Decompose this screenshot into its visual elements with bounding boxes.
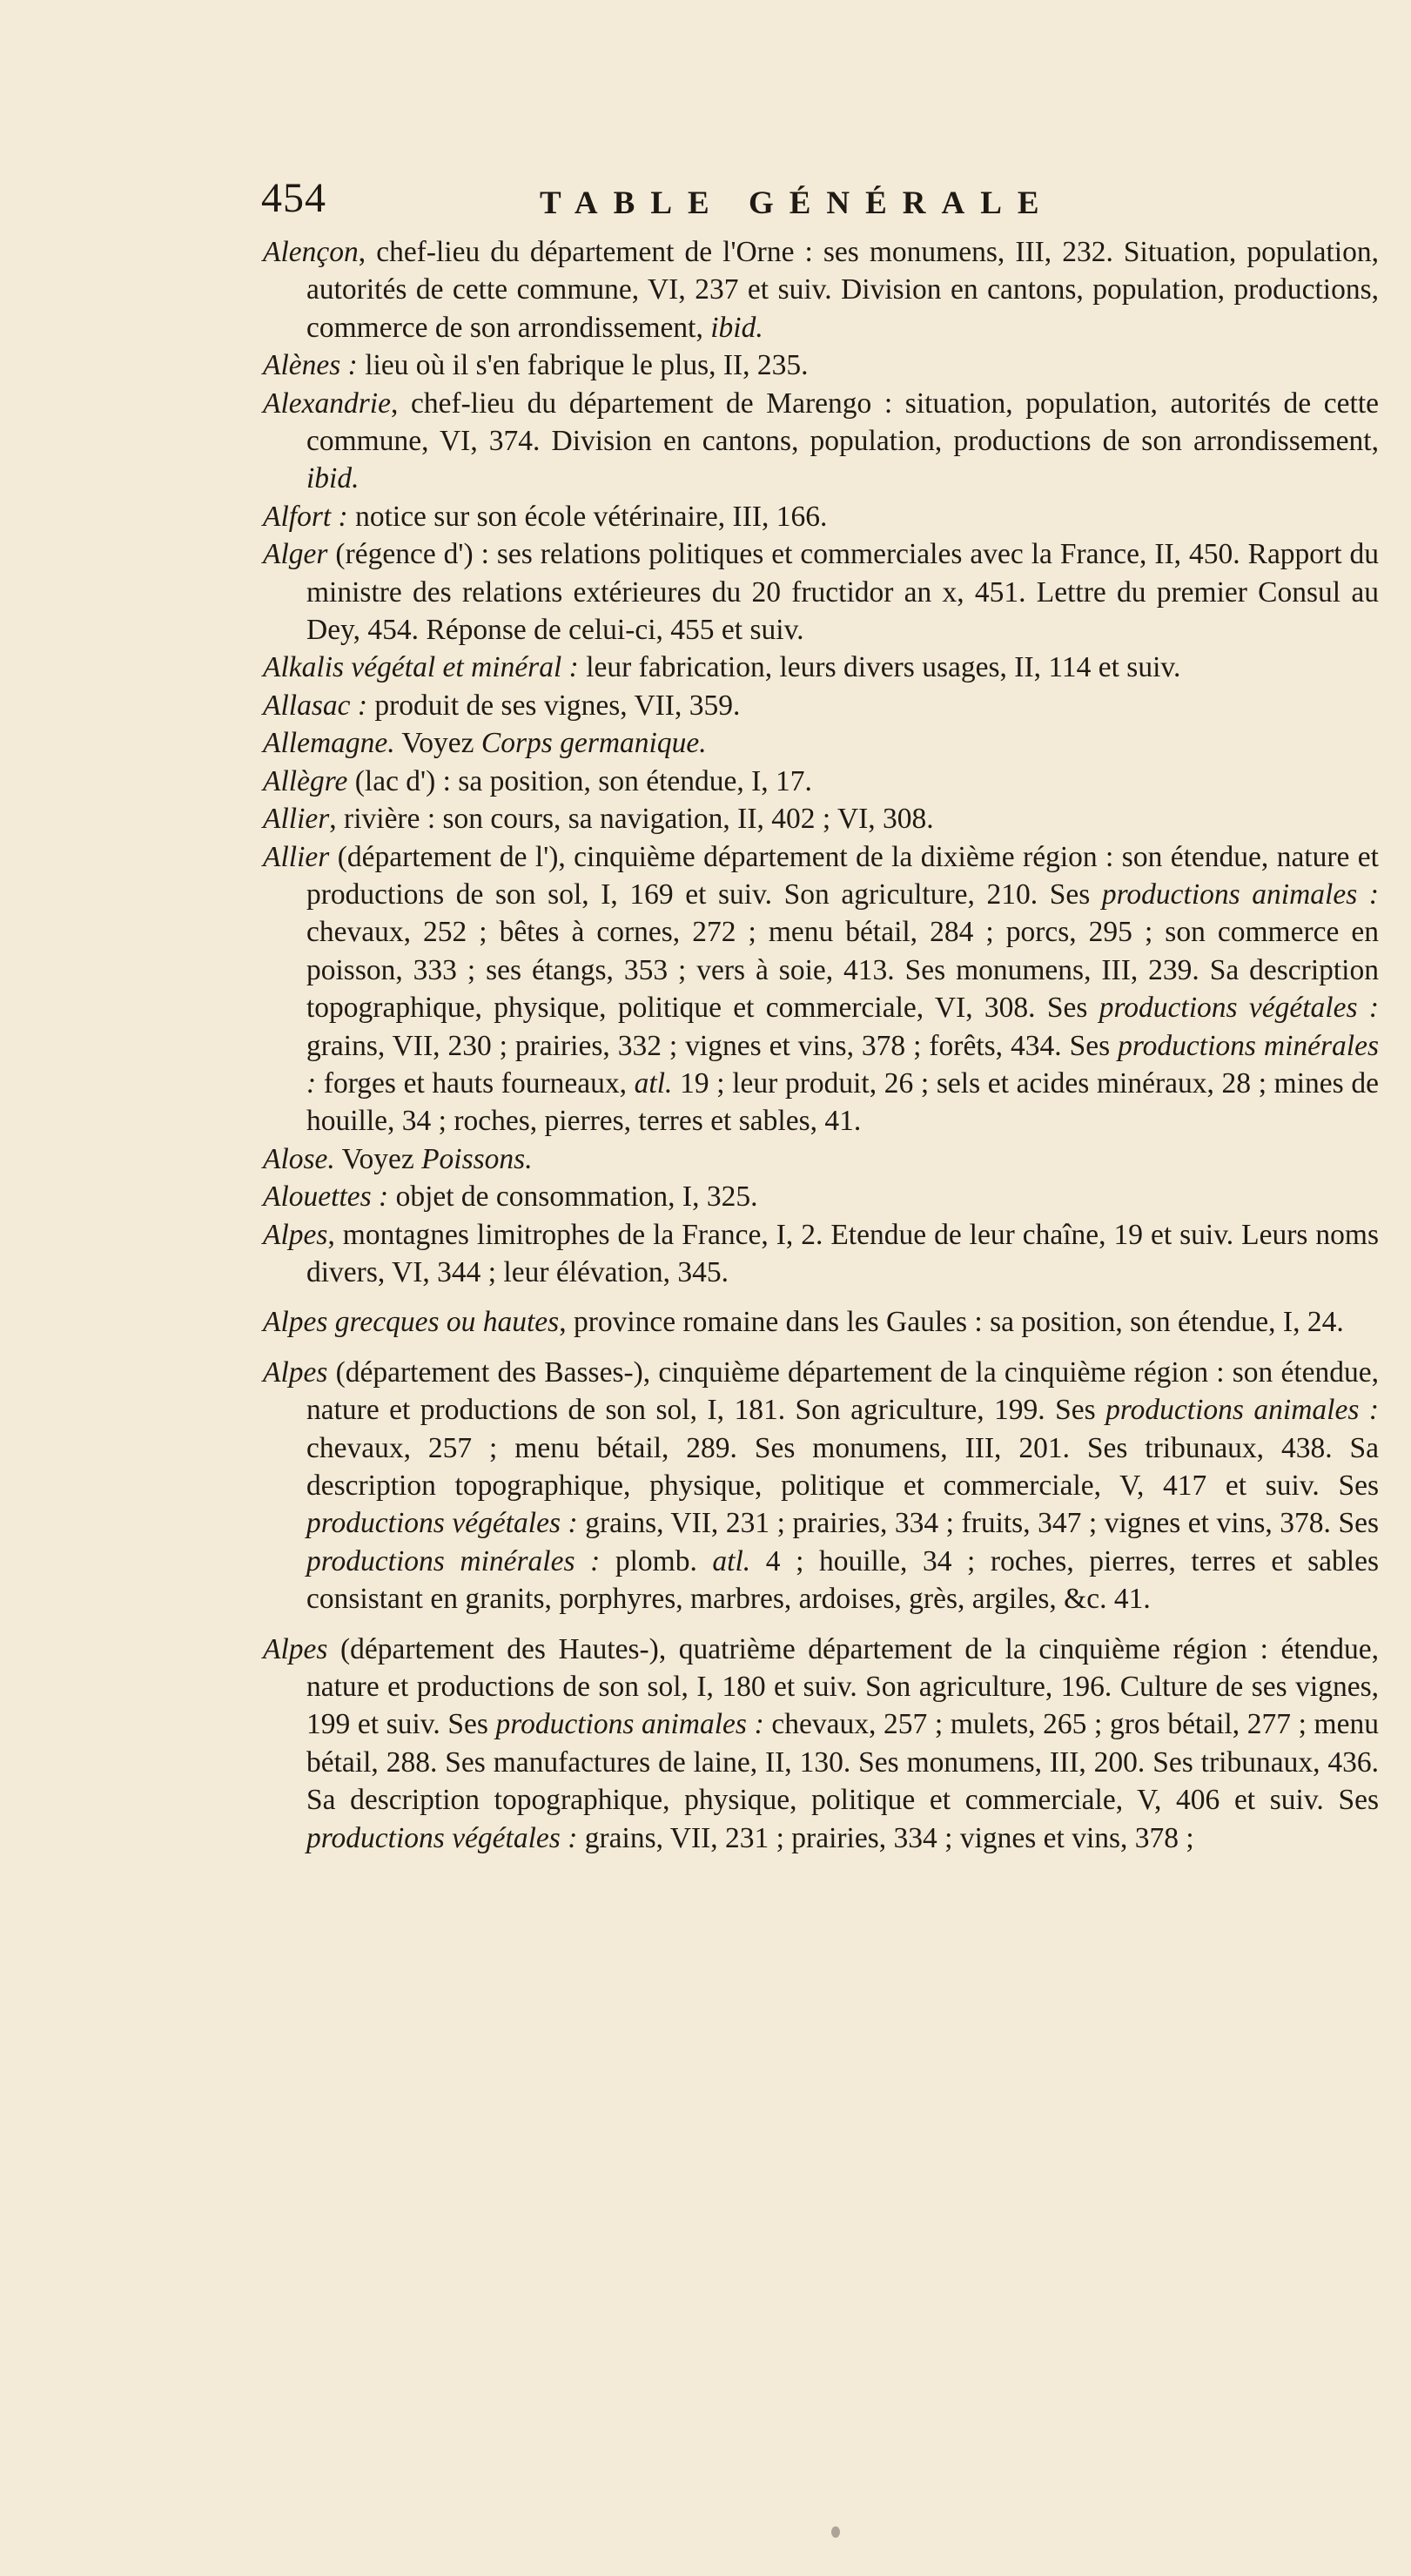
entry-headword: Alpes grecques ou hautes	[263, 1306, 560, 1339]
entry-text: (département de l'), cinquième département de la dixième région : son étendue, nature et productions de son sol, I, 169 et suiv. Son agriculture, 210. Ses	[306, 840, 1379, 911]
entry-text: chevaux, 252 ; bêtes à cornes, 272 ; menu bétail, 284 ; porcs, 295 ; son commerce en poisson, 333 ; ses étangs, 353 ; vers à soie, 413. Ses monumens, III, 239. Sa description topographique, physique, politique et commerciale, VI, 308. Ses	[306, 916, 1379, 1025]
italic-text: productions animales :	[1101, 878, 1380, 911]
index-entry	[263, 1178, 1379, 1215]
italic-text: productions animales :	[495, 1708, 764, 1741]
italic-text: ibid.	[710, 311, 763, 344]
index-entry	[263, 346, 1379, 384]
entry-headword: Allemagne.	[263, 727, 395, 760]
index-entry	[263, 385, 1379, 498]
entry-text: (département des Hautes-), quatrième département de la cinquième région : étendue, nature et productions de son sol, I, 180 et suiv. Son agriculture, 196. Culture de ses vignes, 199 et suiv. Ses	[306, 1632, 1379, 1741]
index-entry	[263, 838, 1379, 1140]
index-entry	[263, 535, 1379, 649]
italic-text: atl.	[634, 1066, 673, 1100]
index-entry	[263, 800, 1379, 837]
italic-text: Poissons.	[421, 1142, 533, 1175]
entry-headword: Alènes :	[263, 349, 358, 382]
index-entry	[263, 1631, 1379, 1857]
index-entry	[263, 763, 1379, 800]
entry-text: lieu où il s'en fabrique le plus, II, 235.	[357, 349, 809, 382]
entry-text: leur fabrication, leurs divers usages, II, 114 et suiv.	[578, 651, 1181, 684]
index-entry	[263, 1303, 1379, 1341]
page-header	[261, 174, 1140, 235]
entry-text: grains, VII, 231 ; prairies, 334 ; fruits, 347 ; vignes et vins, 378. Ses	[577, 1507, 1379, 1540]
entry-headword: Alençon	[263, 236, 359, 268]
italic-text: productions minérales :	[306, 1544, 601, 1577]
entry-text: Voyez	[394, 727, 481, 760]
index-entry	[263, 724, 1379, 762]
entry-text: , chef-lieu du département de l'Orne : ses monumens, III, 232. Situation, population, autorités de cette commune, VI, 237 et suiv. Division en cantons, population, productions, commerce de son arrondissement,	[306, 236, 1379, 344]
italic-text: productions végétales :	[306, 1821, 578, 1854]
ink-smudge	[831, 2526, 840, 2538]
entry-text: 4 ; houille, 34 ; roches, pierres, terres et sables consistant en granits, porphyres, marbres, ardoises, grès, argiles, &c. 41.	[306, 1544, 1379, 1616]
entry-text: chevaux, 257 ; mulets, 265 ; gros bétail, 277 ; menu bétail, 288. Ses manufactures de laine, II, 130. Ses monumens, III, 200. Ses tribunaux, 436. Sa description topographique, physique, politique et commerciale, V, 406 et suiv. Ses	[306, 1708, 1379, 1817]
entry-text: (département des Basses-), cinquième département de la cinquième région : son étendue, nature et productions de son sol, I, 181. Son agriculture, 199. Ses	[306, 1355, 1379, 1427]
italic-text: productions végétales :	[1099, 992, 1379, 1025]
entry-headword: Allier	[263, 803, 330, 836]
entry-headword: Alpes	[263, 1632, 328, 1665]
index-entry	[263, 498, 1379, 535]
italic-text: productions animales :	[1105, 1394, 1379, 1427]
entry-text: produit de ses vignes, VII, 359.	[367, 689, 741, 722]
entry-headword: Alger	[263, 538, 328, 571]
entry-headword: Allier	[263, 840, 330, 873]
entry-text: chevaux, 257 ; menu bétail, 289. Ses monumens, III, 201. Ses tribunaux, 438. Sa description topographique, physique, politique et commerciale, V, 417 et suiv. Ses	[306, 1431, 1379, 1502]
entry-text: plomb.	[600, 1544, 713, 1577]
index-entry	[263, 687, 1379, 724]
italic-text: ibid.	[306, 462, 359, 495]
index-entries	[263, 233, 1379, 1857]
entry-text: Voyez	[334, 1142, 422, 1175]
index-entry	[263, 1140, 1379, 1178]
entry-headword: Allasac :	[263, 689, 368, 722]
italic-text: productions végétales :	[306, 1507, 578, 1540]
entry-text: 19 ; leur produit, 26 ; sels et acides minéraux, 28 ; mines de houille, 34 ; roches, pierres, terres et sables, 41.	[306, 1066, 1379, 1138]
entry-headword: Alouettes :	[263, 1180, 389, 1214]
page-number: 454	[261, 175, 326, 221]
entry-text: grains, VII, 230 ; prairies, 332 ; vignes et vins, 378 ; forêts, 434. Ses	[306, 1029, 1119, 1062]
italic-text: Corps germanique.	[480, 727, 707, 760]
entry-headword: Allègre	[263, 764, 348, 797]
entry-headword: Alexandrie	[263, 387, 391, 420]
italic-text: atl.	[712, 1544, 751, 1577]
entry-headword: Alfort :	[263, 500, 348, 533]
entry-headword: Alpes	[263, 1355, 328, 1389]
entry-text: (lac d') : sa position, son étendue, I, 17.	[347, 764, 812, 797]
entry-text: , rivière : son cours, sa navigation, II, 402 ; VI, 308.	[329, 803, 934, 836]
entry-text: , chef-lieu du département de Marengo : situation, population, autorités de cette commune, VI, 374. Division en cantons, population, productions de son arrondissement,	[306, 387, 1379, 458]
entry-text: grains, VII, 231 ; prairies, 334 ; vignes et vins, 378 ;	[577, 1821, 1194, 1854]
index-entry	[263, 1354, 1379, 1618]
entry-text: (régence d') : ses relations politiques et commerciales avec la France, II, 450. Rapport du ministre des relations extérieures du 20 fructidor an x, 451. Lettre du premier Consul au Dey, 454. Réponse de celui-ci, 455 et suiv.	[306, 538, 1379, 647]
entry-headword: Alose.	[263, 1142, 335, 1175]
entry-text: forges et hauts fourneaux,	[316, 1066, 635, 1100]
index-entry	[263, 1216, 1379, 1292]
entry-headword: Alpes	[263, 1218, 328, 1251]
entry-text: , montagnes limitrophes de la France, I, 2. Etendue de leur chaîne, 19 et suiv. Leurs noms divers, VI, 344 ; leur élévation, 345.	[306, 1218, 1379, 1288]
entry-text: notice sur son école vétérinaire, III, 166.	[347, 500, 828, 533]
index-entry	[263, 649, 1379, 686]
entry-text: , province romaine dans les Gaules : sa position, son étendue, I, 24.	[559, 1306, 1344, 1339]
index-entry	[263, 233, 1379, 346]
entry-headword: Alkalis végétal et minéral :	[263, 651, 579, 684]
running-title: TABLE GÉNÉRALE	[540, 185, 1055, 221]
italic-text: productions minérales :	[306, 1029, 1380, 1100]
entry-text: objet de consommation, I, 325.	[388, 1180, 758, 1214]
